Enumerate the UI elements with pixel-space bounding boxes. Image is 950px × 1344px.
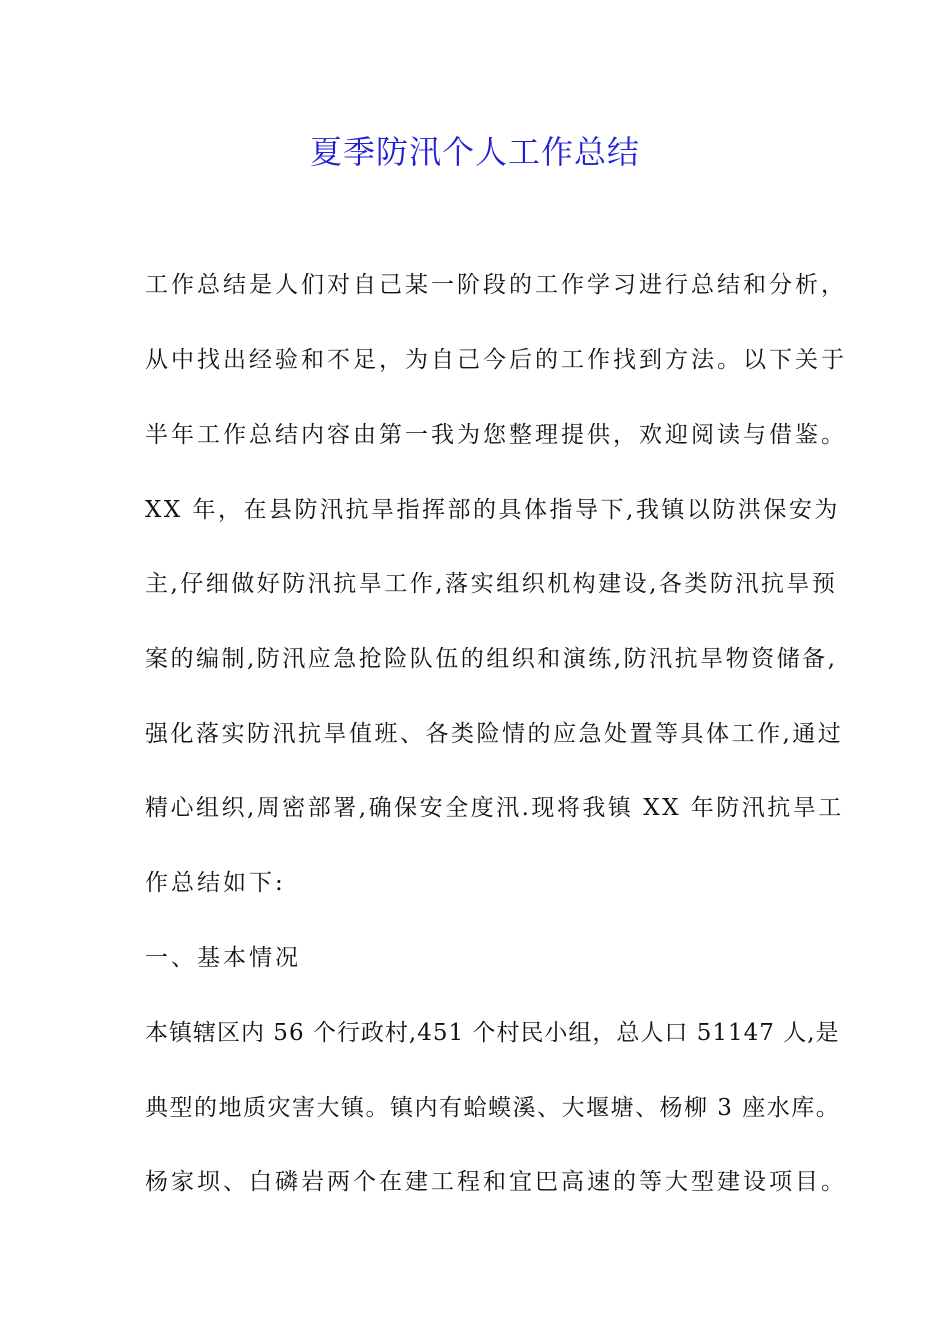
paragraph-line: 强化落实防汛抗旱值班、各类险情的应急处置等具体工作,通过 [145, 721, 844, 747]
paragraph-line: XX 年，在县防汛抗旱指挥部的具体指导下,我镇以防洪保安为 [145, 497, 840, 523]
section-heading: 一、基本情况 [145, 945, 301, 971]
document-title: 夏季防汛个人工作总结 [309, 133, 640, 171]
paragraph-line: 精心组织,周密部署,确保安全度汛.现将我镇 XX 年防汛抗旱工 [145, 795, 844, 821]
paragraph-line: 工作总结是人们对自己某一阶段的工作学习进行总结和分析， [145, 272, 847, 298]
paragraph-line: 杨家坝、白磷岩两个在建工程和宜巴高速的等大型建设项目。 [145, 1169, 847, 1195]
paragraph-line: 典型的地质灾害大镇。镇内有蛤蟆溪、大堰塘、杨柳 3 座水库。 [145, 1095, 841, 1121]
paragraph-line: 作总结如下: [145, 870, 286, 896]
paragraph-line: 半年工作总结内容由第一我为您整理提供，欢迎阅读与借鉴。 [145, 422, 847, 448]
paragraph-line: 从中找出经验和不足，为自己今后的工作找到方法。以下关于 [145, 347, 847, 373]
paragraph-line: 案的编制,防汛应急抢险队伍的组织和演练,防汛抗旱物资储备, [145, 646, 838, 672]
paragraph-line: 主,仔细做好防汛抗旱工作,落实组织机构建设,各类防汛抗旱预 [145, 571, 838, 597]
paragraph-line: 本镇辖区内 56 个行政村,451 个村民小组，总人口 51147 人,是 [145, 1020, 840, 1046]
